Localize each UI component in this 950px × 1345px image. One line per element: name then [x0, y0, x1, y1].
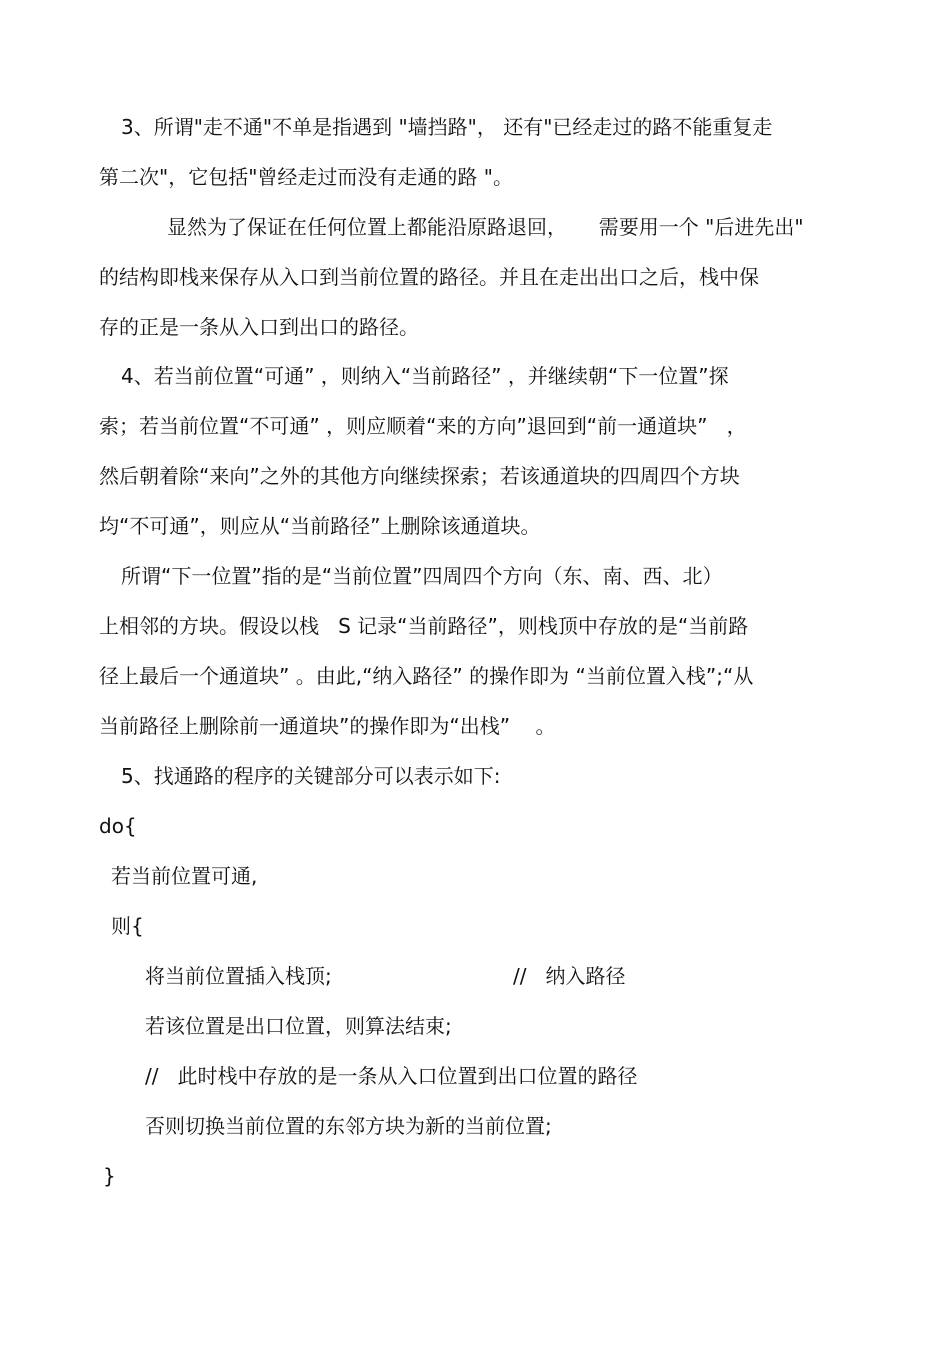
code-line: do{	[99, 814, 137, 838]
text-line: 的结构即栈来保存从入口到当前位置的路径。并且在走出出口之后，栈中保	[99, 265, 759, 289]
text-line: 4、若当前位置“可通” ，则纳入“当前路径” ，并继续朝“下一位置”探	[121, 364, 729, 388]
text-line: 存的正是一条从入口到出口的路径。	[99, 315, 419, 339]
text-line: 均“不可通”，则应从“当前路径”上删除该通道块。	[99, 514, 541, 538]
text-line: 3、所谓"走不通"不单是指遇到 "墙挡路"， 还有"已经走过的路不能重复走	[121, 115, 773, 139]
text-line: 显然为了保证在任何位置上都能沿原路退回， 需要用一个 "后进先出"	[167, 215, 804, 239]
text-line: 当前路径上删除前一通道块”的操作即为“出栈” 。	[99, 714, 556, 738]
code-line: 否则切换当前位置的东邻方块为新的当前位置;	[145, 1114, 552, 1138]
text-line: 第二次"，它包括"曾经走过而没有走通的路 "。	[99, 165, 513, 189]
text-line: 所谓“下一位置”指的是“当前位置”四周四个方向（东、南、西、北）	[121, 564, 723, 588]
code-line: 若当前位置可通,	[111, 864, 258, 888]
text-line: 径上最后一个通道块” 。由此,“纳入路径” 的操作即为 “当前位置入栈”;“从	[99, 664, 754, 688]
code-line: 将当前位置插入栈顶;	[145, 964, 332, 988]
code-line: 若该位置是出口位置，则算法结束;	[145, 1014, 452, 1038]
text-line: 上相邻的方块。假设以栈 S 记录“当前路径”，则栈顶中存放的是“当前路	[99, 614, 749, 638]
code-line: }	[103, 1164, 116, 1188]
code-line: 则{	[111, 914, 144, 938]
text-line: 5、找通路的程序的关键部分可以表示如下:	[121, 764, 501, 788]
code-comment: // 此时栈中存放的是一条从入口位置到出口位置的路径	[145, 1064, 638, 1088]
code-comment: // 纳入路径	[513, 964, 626, 988]
text-line: 然后朝着除“来向”之外的其他方向继续探索；若该通道块的四周四个方块	[99, 464, 740, 488]
text-line: 索；若当前位置“不可通” ，则应顺着“来的方向”退回到“前一通道块” ，	[99, 414, 747, 438]
